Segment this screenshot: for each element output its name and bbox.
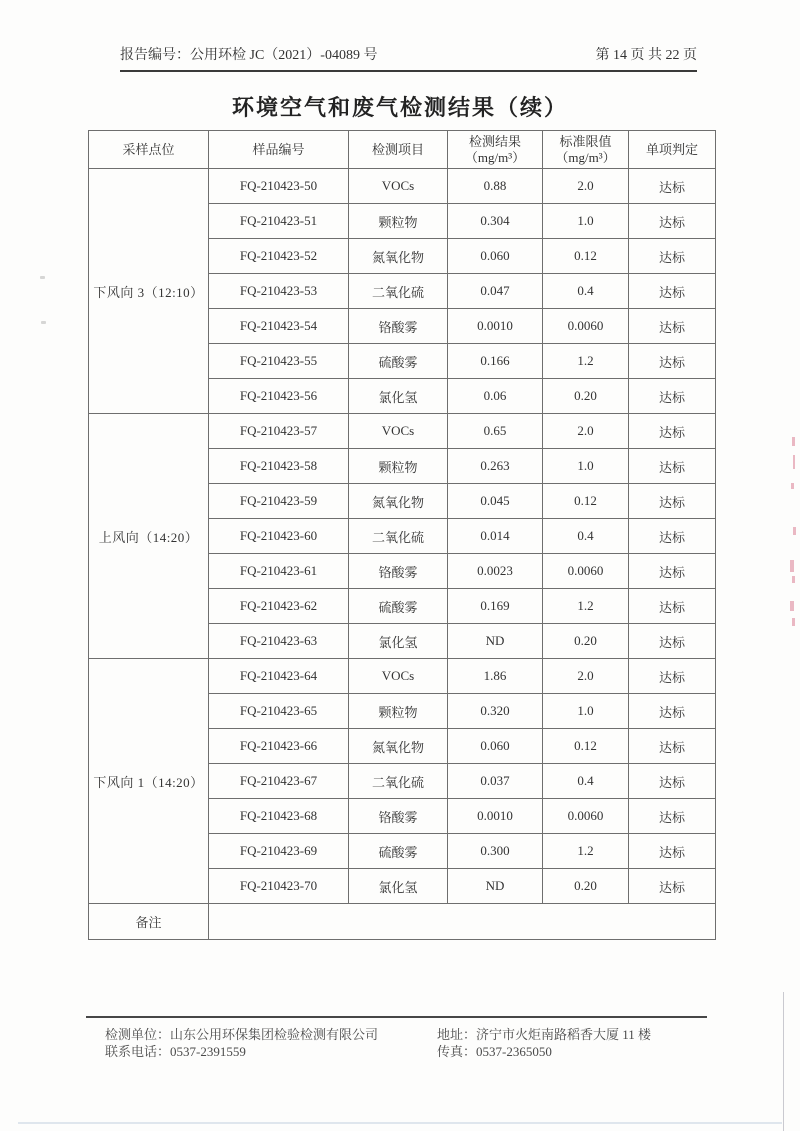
scan-speck — [41, 321, 46, 324]
item-cell: 铬酸雾 — [349, 799, 448, 834]
scan-bleed-red-mark — [792, 618, 795, 626]
limit-cell: 0.20 — [543, 624, 629, 659]
sample-id-cell: FQ-210423-60 — [209, 519, 349, 554]
item-cell: 颗粒物 — [349, 449, 448, 484]
judgment-cell: 达标 — [629, 729, 716, 764]
sample-id-cell: FQ-210423-55 — [209, 344, 349, 379]
result-cell: 0.037 — [448, 764, 543, 799]
location-cell: 上风向（14:20） — [89, 414, 209, 659]
header-row — [89, 131, 716, 169]
item-cell: 氮氧化物 — [349, 239, 448, 274]
result-cell: 0.0010 — [448, 799, 543, 834]
limit-cell: 0.4 — [543, 274, 629, 309]
judgment-cell: 达标 — [629, 834, 716, 869]
judgment-cell: 达标 — [629, 414, 716, 449]
judgment-cell: 达标 — [629, 659, 716, 694]
limit-cell: 0.20 — [543, 869, 629, 904]
remark-row — [89, 904, 716, 940]
sample-id-cell: FQ-210423-67 — [209, 764, 349, 799]
limit-cell: 0.4 — [543, 519, 629, 554]
column-header: 检测项目 — [349, 131, 448, 169]
judgment-cell: 达标 — [629, 309, 716, 344]
item-cell: 氮氧化物 — [349, 729, 448, 764]
result-cell: 0.045 — [448, 484, 543, 519]
location-cell: 下风向 1（14:20） — [89, 659, 209, 904]
result-cell: 0.169 — [448, 589, 543, 624]
item-cell: VOCs — [349, 169, 448, 204]
report-number: 报告编号：公用环检 JC（2021）-04089 号 — [120, 48, 378, 63]
remark-label-cell: 备注 — [89, 904, 209, 940]
sample-id-cell: FQ-210423-62 — [209, 589, 349, 624]
item-cell: 硫酸雾 — [349, 589, 448, 624]
item-cell: 氯化氢 — [349, 379, 448, 414]
location-cell: 下风向 3（12:10） — [89, 169, 209, 414]
result-cell: 0.060 — [448, 729, 543, 764]
result-cell: 0.0023 — [448, 554, 543, 589]
sample-id-cell: FQ-210423-57 — [209, 414, 349, 449]
item-cell: 氮氧化物 — [349, 484, 448, 519]
limit-cell: 1.0 — [543, 449, 629, 484]
judgment-cell: 达标 — [629, 694, 716, 729]
sample-id-cell: FQ-210423-50 — [209, 169, 349, 204]
sample-id-cell: FQ-210423-53 — [209, 274, 349, 309]
scan-bleed-red-mark — [790, 601, 794, 611]
sample-id-cell: FQ-210423-51 — [209, 204, 349, 239]
sample-id-cell: FQ-210423-54 — [209, 309, 349, 344]
result-cell: 0.060 — [448, 239, 543, 274]
limit-cell: 0.0060 — [543, 554, 629, 589]
limit-cell: 1.0 — [543, 204, 629, 239]
result-cell: 0.88 — [448, 169, 543, 204]
result-cell: 0.320 — [448, 694, 543, 729]
limit-cell: 0.12 — [543, 484, 629, 519]
result-cell: 0.047 — [448, 274, 543, 309]
result-cell: 0.263 — [448, 449, 543, 484]
limit-cell: 1.0 — [543, 694, 629, 729]
item-cell: 氯化氢 — [349, 869, 448, 904]
limit-cell: 0.12 — [543, 239, 629, 274]
judgment-cell: 达标 — [629, 239, 716, 274]
report-header — [120, 44, 697, 64]
item-cell: 二氧化硫 — [349, 764, 448, 799]
result-cell: 0.65 — [448, 414, 543, 449]
scan-bleed-red-mark — [792, 437, 795, 446]
scan-bleed-red-mark — [793, 455, 795, 469]
limit-cell: 0.0060 — [543, 309, 629, 344]
judgment-cell: 达标 — [629, 449, 716, 484]
results-table — [88, 130, 716, 940]
sample-id-cell: FQ-210423-64 — [209, 659, 349, 694]
sample-id-cell: FQ-210423-56 — [209, 379, 349, 414]
limit-cell: 0.20 — [543, 379, 629, 414]
result-cell: ND — [448, 869, 543, 904]
judgment-cell: 达标 — [629, 589, 716, 624]
result-cell: 0.0010 — [448, 309, 543, 344]
scan-speck — [40, 276, 45, 279]
item-cell: 硫酸雾 — [349, 834, 448, 869]
item-cell: 氯化氢 — [349, 624, 448, 659]
result-cell: ND — [448, 624, 543, 659]
result-cell: 0.300 — [448, 834, 543, 869]
header-rule — [120, 70, 697, 72]
column-header: 采样点位 — [89, 131, 209, 169]
footer-testing-org: 检测单位：山东公用环保集团检验检测有限公司 — [105, 1027, 379, 1042]
table-row — [89, 659, 716, 694]
result-cell: 1.86 — [448, 659, 543, 694]
item-cell: 铬酸雾 — [349, 309, 448, 344]
scan-bleed-red-mark — [793, 527, 796, 535]
footer-address: 地址：济宁市火炬南路稻香大厦 11 楼 — [437, 1027, 652, 1042]
judgment-cell: 达标 — [629, 519, 716, 554]
judgment-cell: 达标 — [629, 764, 716, 799]
sample-id-cell: FQ-210423-66 — [209, 729, 349, 764]
sample-id-cell: FQ-210423-68 — [209, 799, 349, 834]
footer-phone: 联系电话：0537-2391559 — [105, 1044, 246, 1059]
scan-bleed-red-mark — [790, 560, 794, 572]
limit-cell: 1.2 — [543, 589, 629, 624]
judgment-cell: 达标 — [629, 204, 716, 239]
column-header: 样品编号 — [209, 131, 349, 169]
item-cell: 铬酸雾 — [349, 554, 448, 589]
judgment-cell: 达标 — [629, 274, 716, 309]
judgment-cell: 达标 — [629, 799, 716, 834]
limit-cell: 0.0060 — [543, 799, 629, 834]
result-cell: 0.166 — [448, 344, 543, 379]
item-cell: VOCs — [349, 659, 448, 694]
sample-id-cell: FQ-210423-63 — [209, 624, 349, 659]
limit-cell: 0.12 — [543, 729, 629, 764]
item-cell: VOCs — [349, 414, 448, 449]
table-head — [89, 131, 716, 169]
result-cell: 0.014 — [448, 519, 543, 554]
judgment-cell: 达标 — [629, 624, 716, 659]
limit-cell: 1.2 — [543, 344, 629, 379]
result-cell: 0.06 — [448, 379, 543, 414]
judgment-cell: 达标 — [629, 484, 716, 519]
limit-cell: 2.0 — [543, 414, 629, 449]
scan-bleed-red-mark — [791, 483, 794, 489]
scan-vertical-line — [783, 992, 784, 1131]
table-row — [89, 414, 716, 449]
item-cell: 二氧化硫 — [349, 274, 448, 309]
limit-cell: 0.4 — [543, 764, 629, 799]
sample-id-cell: FQ-210423-70 — [209, 869, 349, 904]
sample-id-cell: FQ-210423-59 — [209, 484, 349, 519]
page-number: 第 14 页 共 22 页 — [595, 48, 697, 63]
scan-edge-line — [18, 1122, 782, 1124]
footer-fax: 传真：0537-2365050 — [437, 1044, 552, 1059]
item-cell: 二氧化硫 — [349, 519, 448, 554]
item-cell: 颗粒物 — [349, 204, 448, 239]
footer-rule — [86, 1016, 707, 1018]
scan-bleed-red-mark — [792, 576, 795, 583]
limit-cell: 2.0 — [543, 169, 629, 204]
column-header: 检测结果 （mg/m³） — [448, 131, 543, 169]
result-cell: 0.304 — [448, 204, 543, 239]
item-cell: 颗粒物 — [349, 694, 448, 729]
judgment-cell: 达标 — [629, 169, 716, 204]
column-header: 标准限值 （mg/m³） — [543, 131, 629, 169]
judgment-cell: 达标 — [629, 344, 716, 379]
judgment-cell: 达标 — [629, 869, 716, 904]
limit-cell: 1.2 — [543, 834, 629, 869]
judgment-cell: 达标 — [629, 379, 716, 414]
sample-id-cell: FQ-210423-69 — [209, 834, 349, 869]
table-body — [89, 169, 716, 940]
sample-id-cell: FQ-210423-61 — [209, 554, 349, 589]
sample-id-cell: FQ-210423-65 — [209, 694, 349, 729]
table-row — [89, 169, 716, 204]
judgment-cell: 达标 — [629, 554, 716, 589]
remark-value-cell — [209, 904, 716, 940]
page-title: 环境空气和废气检测结果（续） — [231, 95, 568, 120]
sample-id-cell: FQ-210423-58 — [209, 449, 349, 484]
limit-cell: 2.0 — [543, 659, 629, 694]
column-header: 单项判定 — [629, 131, 716, 169]
item-cell: 硫酸雾 — [349, 344, 448, 379]
sample-id-cell: FQ-210423-52 — [209, 239, 349, 274]
